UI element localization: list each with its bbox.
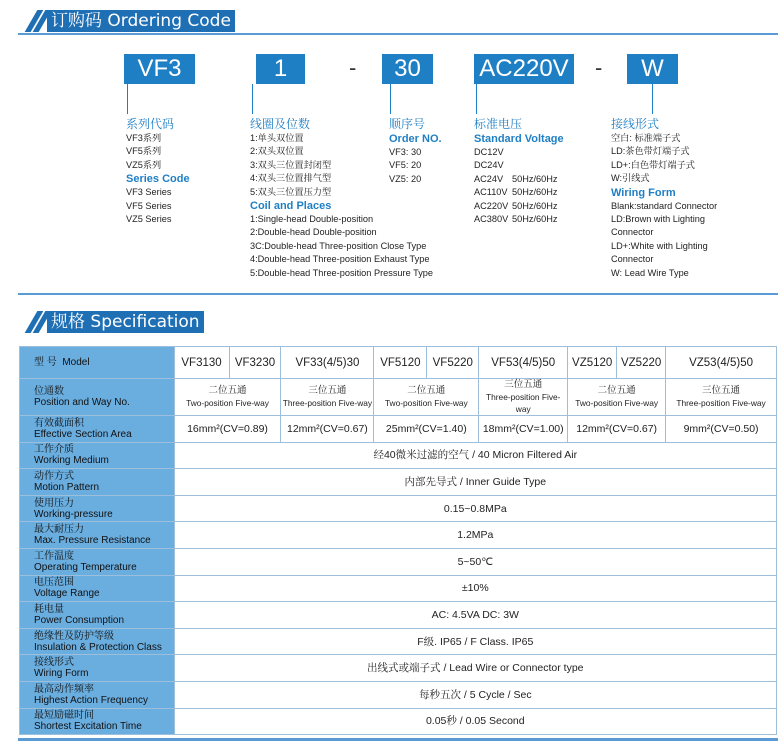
- list-item: 3C:Double-head Three-position Close Type: [250, 240, 427, 251]
- order-no-cn-title: 顺序号: [389, 117, 426, 131]
- list-item: 1:单头双位置: [250, 133, 304, 143]
- value-cell: AC: 4.5VA DC: 3W: [174, 602, 776, 629]
- cell-cn: 三位五通: [702, 385, 741, 396]
- table-row: [20, 708, 777, 735]
- dash-separator: -: [349, 55, 357, 80]
- row-label: [20, 708, 175, 735]
- model-cell: VF5120: [374, 347, 427, 379]
- area-cell: 12mm²(CV=0.67): [281, 416, 374, 443]
- ordering-code-title: 订购码 Ordering Code: [47, 10, 235, 32]
- label-cn: 工作温度: [34, 550, 74, 562]
- list-item: 5:Double-head Three-position Pressure Type: [250, 267, 434, 278]
- list-item: 空白: 标准端子式: [611, 133, 681, 143]
- row-label: [20, 469, 175, 496]
- cell-en: Two-position Five-way: [575, 398, 659, 408]
- slash-decoration-icon: [31, 311, 45, 333]
- table-row: [20, 495, 777, 522]
- series-column: [126, 117, 190, 226]
- ordering-code-heading: [31, 9, 235, 33]
- list-item: LD+:白色带灯端子式: [611, 159, 695, 170]
- label-cn: 绝缘性及防护等级: [34, 630, 114, 642]
- cell-cn: 三位五通: [308, 385, 347, 396]
- table-row: [20, 469, 777, 496]
- list-item: [474, 146, 564, 159]
- list-item: LD+:White with Lighting: [611, 240, 708, 251]
- label-cn: 动作方式: [34, 470, 74, 482]
- frequency-value: 50Hz/60Hz: [512, 214, 558, 225]
- list-item: VZ5: 20: [389, 173, 422, 184]
- code-series: VF3: [124, 54, 195, 84]
- value-cell: 每秒五次 / 5 Cycle / Sec: [174, 681, 776, 708]
- voltage-value: DC12V: [474, 147, 504, 157]
- area-cell: 16mm²(CV=0.89): [174, 416, 281, 443]
- list-item: VF3: 30: [389, 147, 422, 157]
- position-cell: [666, 379, 777, 416]
- cell-en: Three-position Five-way: [282, 398, 373, 408]
- cell-cn: 二位五通: [597, 385, 636, 396]
- position-cell: [568, 379, 666, 416]
- list-item: Connector: [611, 254, 654, 265]
- list-item: Blank:standard Connector: [611, 200, 718, 211]
- label-en: Model: [62, 357, 90, 368]
- label-en: Power Consumption: [34, 614, 125, 626]
- list-item: LD:茶色带灯端子式: [611, 146, 690, 157]
- value-cell: 0.05秒 / 0.05 Second: [174, 708, 776, 735]
- table-row: [20, 347, 777, 379]
- label-cn: 使用压力: [34, 497, 74, 509]
- label-cn: 最大耐压力: [34, 524, 84, 536]
- label-en: Insulation & Protection Class: [34, 641, 162, 653]
- value-cell: 内部先导式 / Inner Guide Type: [174, 469, 776, 496]
- wiring-column: [611, 117, 717, 280]
- position-cell: [374, 379, 479, 416]
- list-item: VF3系列: [126, 133, 162, 143]
- label-cn: 有效截面积: [34, 417, 84, 429]
- list-item: [474, 213, 564, 226]
- label-cn: 最高动作频率: [34, 683, 94, 695]
- label-en: Highest Action Frequency: [34, 694, 148, 706]
- wiring-en-title: Wiring Form: [611, 186, 676, 199]
- table-row: [20, 442, 777, 469]
- list-item: 2:双头双位置: [250, 146, 304, 157]
- divider: [18, 293, 778, 295]
- cell-cn: 二位五通: [407, 385, 446, 396]
- label-en: Operating Temperature: [34, 561, 137, 573]
- coil-cn-title: 线圈及位数: [250, 117, 311, 131]
- code-order-no: 30: [382, 54, 433, 84]
- label-en: Max. Pressure Resistance: [34, 535, 151, 547]
- divider: [18, 738, 778, 741]
- model-cell: VZ5220: [617, 347, 666, 379]
- frequency-value: 50Hz/60Hz: [512, 187, 558, 198]
- list-item: W: Lead Wire Type: [611, 267, 689, 278]
- list-item: VZ5系列: [126, 159, 162, 170]
- table-row: [20, 681, 777, 708]
- list-item: VF5: 20: [389, 160, 422, 171]
- list-item: 3:双头三位置封闭型: [250, 159, 332, 170]
- label-cn: 型 号: [34, 357, 57, 368]
- table-row: [20, 379, 777, 416]
- cell-en: Two-position Five-way: [186, 398, 269, 408]
- list-item: VF3 Series: [126, 187, 172, 198]
- frequency-value: 50Hz/60Hz: [512, 200, 558, 211]
- list-item: VF5系列: [126, 146, 162, 157]
- code-voltage: AC220V: [474, 54, 574, 84]
- order-no-column: [389, 117, 442, 186]
- series-cn-title: 系列代码: [126, 117, 175, 131]
- connector-line: [127, 84, 128, 114]
- specification-heading: [31, 310, 204, 334]
- position-cell: [174, 379, 281, 416]
- slash-decoration-icon: [31, 10, 45, 32]
- label-en: Wiring Form: [34, 668, 89, 680]
- list-item: [474, 200, 564, 213]
- list-item: [474, 173, 564, 186]
- connector-line: [390, 84, 391, 114]
- cell-en: Three-position Five-way: [676, 398, 766, 408]
- dash-separator: -: [595, 55, 603, 80]
- model-cell: VF53(4/5)50: [479, 347, 568, 379]
- value-cell: F级. IP65 / F Class. IP65: [174, 628, 776, 655]
- table-row: [20, 628, 777, 655]
- label-en: Effective Section Area: [34, 428, 132, 440]
- voltage-value: AC110V: [474, 187, 508, 198]
- label-cn: 电压范围: [34, 577, 74, 589]
- table-row: [20, 548, 777, 575]
- row-label: [20, 602, 175, 629]
- value-cell: 经40微米过滤的空气 / 40 Micron Filtered Air: [174, 442, 776, 469]
- row-label: [20, 575, 175, 602]
- connector-line: [476, 84, 477, 114]
- row-label: [20, 379, 175, 416]
- frequency-value: 50Hz/60Hz: [512, 173, 558, 184]
- order-no-en-title: Order NO.: [389, 133, 442, 145]
- row-label: [20, 548, 175, 575]
- list-item: 1:Single-head Double-position: [250, 214, 374, 225]
- divider: [18, 33, 778, 35]
- series-en-title: Series Code: [126, 173, 190, 186]
- code-wiring: W: [627, 54, 678, 84]
- voltage-value: AC380V: [474, 214, 509, 225]
- model-cell: VZ53(4/5)50: [666, 347, 777, 379]
- row-label: [20, 522, 175, 549]
- area-cell: 12mm²(CV=0.67): [568, 416, 666, 443]
- label-en: Working Medium: [34, 455, 109, 467]
- position-cell: [281, 379, 374, 416]
- list-item: VF5 Series: [126, 200, 172, 211]
- coil-en-title: Coil and Places: [250, 200, 332, 213]
- list-item: 5:双头三位置压力型: [250, 186, 332, 197]
- row-label: [20, 442, 175, 469]
- row-label: [20, 681, 175, 708]
- cell-cn: 二位五通: [208, 385, 247, 396]
- model-label: [20, 347, 175, 379]
- code-coil: 1: [256, 54, 305, 84]
- row-label: [20, 416, 175, 443]
- list-item: [474, 186, 564, 199]
- label-cn: 工作介质: [34, 444, 74, 456]
- row-label: [20, 495, 175, 522]
- specification-table: [19, 346, 777, 735]
- value-cell: 出线式或端子式 / Lead Wire or Connector type: [174, 655, 776, 682]
- cell-en: Three-position Five-way: [485, 392, 561, 414]
- voltage-cn-title: 标准电压: [474, 117, 523, 131]
- value-cell: 5~50℃: [174, 548, 776, 575]
- cell-cn: 三位五通: [504, 379, 543, 390]
- row-label: [20, 655, 175, 682]
- table-row: [20, 602, 777, 629]
- label-en: Voltage Range: [34, 588, 100, 600]
- model-cell: VF33(4/5)30: [281, 347, 374, 379]
- area-cell: 9mm²(CV=0.50): [666, 416, 777, 443]
- specification-title: 规格 Specification: [47, 311, 204, 333]
- label-en: Motion Pattern: [34, 481, 100, 493]
- voltage-value: AC220V: [474, 200, 509, 211]
- label-en: Position and Way No.: [34, 397, 130, 408]
- voltage-column: [474, 117, 564, 226]
- area-cell: 18mm²(CV=1.00): [479, 416, 568, 443]
- table-row: [20, 575, 777, 602]
- model-cell: VF5220: [427, 347, 479, 379]
- label-cn: 接线形式: [34, 657, 74, 669]
- voltage-en-title: Standard Voltage: [474, 133, 564, 145]
- list-item: Connector: [611, 227, 654, 238]
- area-cell: 25mm²(CV=1.40): [374, 416, 479, 443]
- connector-line: [252, 84, 253, 114]
- list-item: LD:Brown with Lighting: [611, 214, 705, 225]
- voltage-value: DC24V: [474, 160, 504, 171]
- table-row: [20, 416, 777, 443]
- value-cell: 0.15~0.8MPa: [174, 495, 776, 522]
- list-item: 4:Double-head Three-position Exhaust Type: [250, 254, 430, 265]
- cell-en: Two-position Five-way: [384, 398, 468, 408]
- list-item: [474, 159, 564, 172]
- value-cell: ±10%: [174, 575, 776, 602]
- row-label: [20, 628, 175, 655]
- model-cell: VZ5120: [568, 347, 617, 379]
- model-cell: VF3230: [229, 347, 281, 379]
- connector-line: [652, 84, 653, 114]
- table-row: [20, 522, 777, 549]
- position-cell: [479, 379, 568, 416]
- wiring-cn-title: 接线形式: [611, 117, 660, 131]
- list-item: 2:Double-head Double-position: [250, 227, 377, 238]
- label-en: Working-pressure: [34, 508, 113, 520]
- list-item: 4:双头三位置排气型: [250, 173, 332, 184]
- voltage-value: AC24V: [474, 173, 504, 184]
- value-cell: 1.2MPa: [174, 522, 776, 549]
- label-cn: 最短励磁时间: [34, 710, 94, 722]
- label-cn: 耗电量: [34, 603, 64, 615]
- label-cn: 位通数: [34, 386, 64, 397]
- model-cell: VF3130: [174, 347, 229, 379]
- table-row: [20, 655, 777, 682]
- label-en: Shortest Excitation Time: [34, 721, 142, 733]
- list-item: VZ5 Series: [126, 214, 172, 225]
- list-item: W:引线式: [611, 173, 650, 184]
